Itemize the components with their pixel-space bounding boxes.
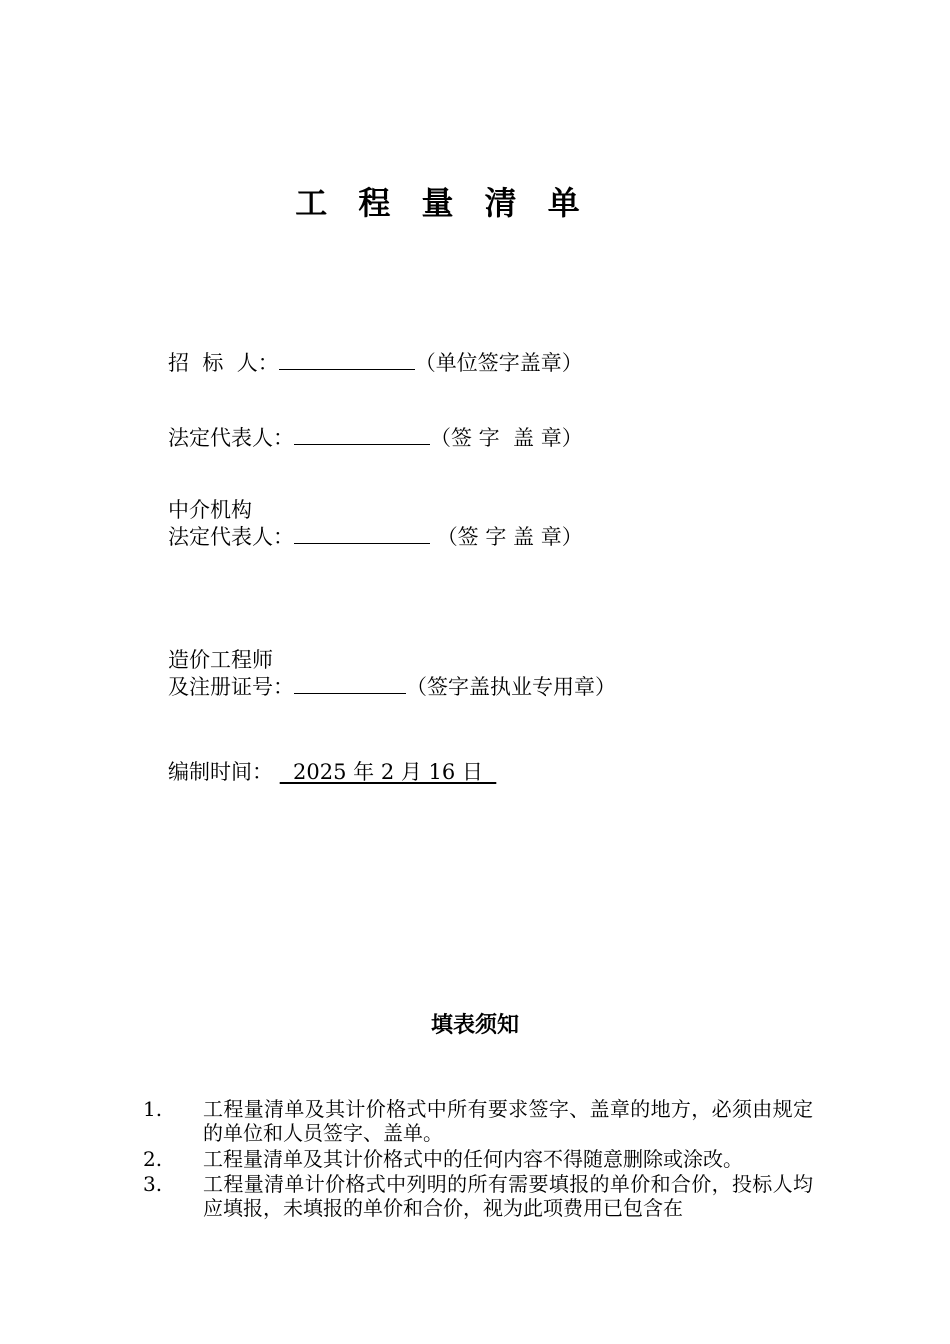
date-row xyxy=(168,760,496,785)
legal-rep-note: （签 字 盖 章） xyxy=(430,426,583,450)
notice-item-number: 3. xyxy=(143,1172,163,1196)
notice-item xyxy=(143,1147,813,1171)
notice-item-text: 工程量清单及其计价格式中所有要求签字、盖章的地方，必须由规定的单位和人员签字、盖单。 xyxy=(203,1097,813,1145)
agency-row xyxy=(168,523,583,550)
bidder-row xyxy=(168,349,583,376)
legal-rep-label: 法定代表人： xyxy=(168,426,294,450)
legal-rep-row xyxy=(168,424,583,451)
engineer-note: （签字盖执业专用章） xyxy=(406,675,616,699)
notice-item xyxy=(143,1097,813,1145)
notice-item-text: 工程量清单计价格式中列明的所有需要填报的单价和合价，投标人均应填报，未填报的单价和合价，视为此项费用已包含在 xyxy=(203,1172,813,1220)
engineer-signature-blank[interactable] xyxy=(294,673,406,694)
agency-signature-blank[interactable] xyxy=(294,523,430,544)
bidder-note: （单位签字盖章） xyxy=(414,351,583,375)
document-title: 工 程 量 清 单 xyxy=(295,184,590,222)
engineer-label: 及注册证号： xyxy=(168,675,294,699)
date-label: 编制时间： xyxy=(168,760,273,784)
notice-item-number: 2. xyxy=(143,1147,163,1171)
engineer-row xyxy=(168,673,616,700)
agency-label: 法定代表人： xyxy=(168,525,294,549)
bidder-label: 招 标 人： xyxy=(168,351,279,375)
agency-note: （签 字 盖 章） xyxy=(436,525,583,549)
notice-item-number: 1. xyxy=(143,1097,163,1121)
notice-item-text: 工程量清单及其计价格式中的任何内容不得随意删除或涂改。 xyxy=(203,1147,743,1171)
notice-title: 填表须知 xyxy=(430,1012,519,1038)
legal-rep-signature-blank[interactable] xyxy=(294,424,430,445)
agency-label-line-1: 中介机构 xyxy=(168,498,252,522)
bidder-signature-blank[interactable] xyxy=(279,349,415,370)
engineer-label-line-1: 造价工程师 xyxy=(168,648,273,672)
notice-item xyxy=(143,1172,813,1220)
date-value: 2025 年 2 月 16 日 xyxy=(279,760,497,784)
